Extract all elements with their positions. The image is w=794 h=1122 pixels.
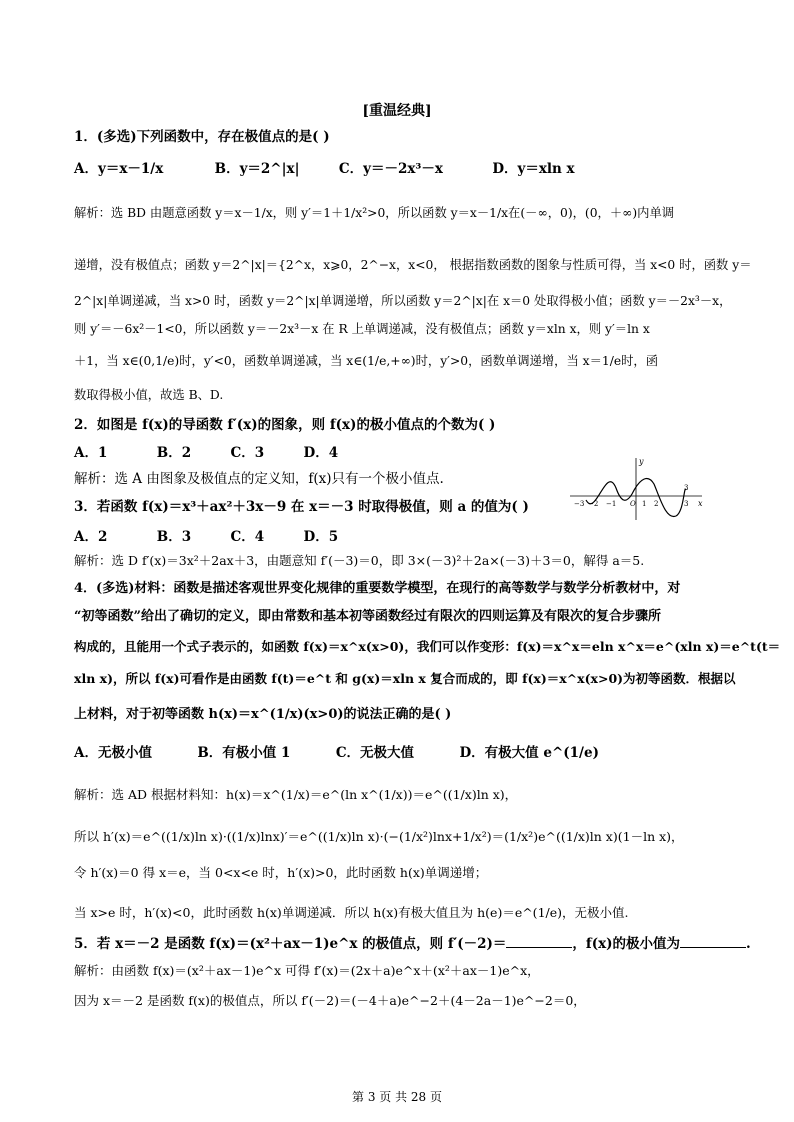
q5-blank-2[interactable]	[680, 934, 746, 948]
q2-options	[74, 444, 338, 462]
tick-neg1: −1	[606, 500, 617, 508]
q3-analysis: 解析：选 D f′(x)＝3x²＋2ax＋3，由题意知 f′(－3)＝0，即 3×(－3)²＋2a×(－3)＋3＝0，解得 a＝5.	[74, 553, 645, 568]
q1-analysis-line-1: 解析：选 BD 由题意函数 y＝x－1/x，则 y′＝1＋1/x²>0，所以函数 y＝x－1/x在(－∞，0)，(0，＋∞)内单调	[74, 206, 675, 220]
tick-3-upper: 3	[684, 484, 689, 492]
q4-options	[74, 744, 599, 762]
tick-2: 2	[654, 500, 659, 508]
q4-option-a: A．无极小值	[74, 745, 152, 761]
y-axis-label: y	[639, 457, 644, 466]
q4-analysis-line-1: 解析：选 AD 根据材料知：h(x)＝x^(1/x)＝e^(ln x^(1/x))＝e^((1/x)ln x)，	[74, 787, 518, 802]
q1-analysis-line-4: 则 y′＝－6x²－1<0，所以函数 y＝－2x³－x 在 R 上单调递减，没有极值点；函数 y＝xln x，则 y′＝ln x	[74, 322, 650, 336]
q4-line-1: 4．(多选)材料：函数是描述客观世界变化规律的重要数学模型，在现行的高等数学与数学分析教材中，对	[74, 581, 681, 596]
q1-analysis-line-3: 2^|x|单调递减，当 x>0 时，函数 y＝2^|x|单调递增，所以函数 y＝2^|x|在 x＝0 处取得极小值；函数 y＝－2x³－x，	[74, 294, 732, 308]
q1-analysis-line-5: ＋1，当 x∈(0,1/e)时，y′<0，函数单调递减，当 x∈(1/e,+∞)时，y′>0，函数单调递增，当 x＝1/e时，函	[74, 354, 659, 368]
q2-stem: 2．如图是 f(x)的导函数 f′(x)的图象，则 f(x)的极小值点的个数为( )	[74, 417, 496, 433]
q1-option-b: B．y＝2^|x|	[214, 161, 300, 177]
q2-option-b: B．2	[156, 445, 192, 461]
q4-option-c: C．无极大值	[335, 745, 415, 761]
tick-1: 1	[642, 500, 647, 508]
q5-stem-part-3: .	[746, 936, 751, 952]
q1-option-c: C．y＝－2x³－x	[338, 161, 443, 177]
tick-neg2: −2	[588, 500, 599, 508]
q3-option-d: D．5	[303, 529, 339, 545]
q1-option-d: D．y＝xln x	[492, 161, 575, 177]
q2-analysis: 解析：选 A 由图象及极值点的定义知，f(x)只有一个极小值点.	[74, 471, 444, 487]
q5-blank-1[interactable]	[506, 934, 572, 948]
q3-option-a: A．2	[74, 529, 108, 545]
q3-stem: 3．若函数 f(x)＝x³＋ax²＋3x－9 在 x＝－3 时取得极值，则 a 的值为( )	[74, 499, 529, 515]
derivative-graph	[566, 454, 706, 524]
q1-analysis-line-2: 递增，没有极值点；函数 y＝2^|x|＝{2^x，x⩾0，2^−x，x<0， 根据指数函数的图象与性质可得，当 x<0 时，函数 y＝	[74, 258, 752, 272]
q3-option-c: C．4	[230, 529, 265, 545]
q3-option-b: B．3	[156, 529, 192, 545]
q5-stem-part-2: ，f(x)的极小值为	[572, 936, 681, 952]
q3-options	[74, 528, 338, 546]
q2-option-d: D．4	[303, 445, 339, 461]
q1-analysis-line-6: 数取得极小值，故选 B、D.	[74, 388, 224, 402]
q4-analysis-line-4: 当 x>e 时，h′(x)<0，此时函数 h(x)单调递减．所以 h(x)有极大值且为 h(e)＝e^(1/e)，无极小值.	[74, 905, 629, 920]
q2-option-c: C．3	[230, 445, 265, 461]
x-axis-label: x	[698, 499, 703, 508]
q5-stem-part-1: 5．若 x＝－2 是函数 f(x)＝(x²＋ax－1)e^x 的极值点，则 f′(－2)＝	[74, 936, 507, 952]
q5-analysis-line-2: 因为 x＝－2 是函数 f(x)的极值点，所以 f′(－2)＝(－4＋a)e^−2＋(4－2a－1)e^−2＝0，	[74, 993, 586, 1008]
q4-option-b: B．有极小值 1	[197, 745, 291, 761]
q4-line-3: 构成的，且能用一个式子表示的，如函数 f(x)＝x^x(x>0)，我们可以作变形：f(x)＝x^x＝eln x^x＝e^(xln x)＝e^t(t＝	[74, 639, 781, 654]
q1-options	[74, 160, 575, 178]
q5-stem	[74, 934, 751, 953]
q1-option-a: A．y＝x－1/x	[74, 161, 164, 177]
page-footer: 第 3 页 共 28 页	[352, 1090, 442, 1104]
q1-stem: 1．(多选)下列函数中，存在极值点的是( )	[74, 129, 330, 145]
origin-label: O	[630, 500, 636, 508]
q5-analysis-line-1: 解析：由函数 f(x)＝(x²＋ax－1)e^x 可得 f′(x)＝(2x＋a)e^x＋(x²＋ax－1)e^x，	[74, 963, 540, 978]
section-heading: [重温经典]	[362, 103, 432, 119]
q2-option-a: A．1	[74, 445, 108, 461]
q4-line-5: 上材料，对于初等函数 h(x)＝x^(1/x)(x>0)的说法正确的是( )	[74, 707, 452, 722]
q4-line-2: “初等函数”给出了确切的定义，即由常数和基本初等函数经过有限次的四则运算及有限次的复合步骤所	[74, 609, 661, 624]
q4-option-d: D．有极大值 e^(1/e)	[459, 745, 599, 761]
tick-neg3: −3	[574, 500, 585, 508]
q4-analysis-line-3: 令 h′(x)＝0 得 x＝e，当 0<x<e 时，h′(x)>0，此时函数 h(x)单调递增；	[74, 865, 488, 880]
q4-analysis-line-2: 所以 h′(x)＝e^((1/x)ln x)·((1/x)lnx)′＝e^((1/x)ln x)·(−(1/x²)lnx+1/x²)＝(1/x²)e^((1/x)ln x)(1－ln x)，	[74, 829, 684, 844]
tick-3: 3	[684, 500, 689, 508]
q4-line-4: xln x)，所以 f(x)可看作是由函数 f(t)＝e^t 和 g(x)＝xln x 复合而成的，即 f(x)＝x^x(x>0)为初等函数．根据以	[74, 671, 736, 686]
